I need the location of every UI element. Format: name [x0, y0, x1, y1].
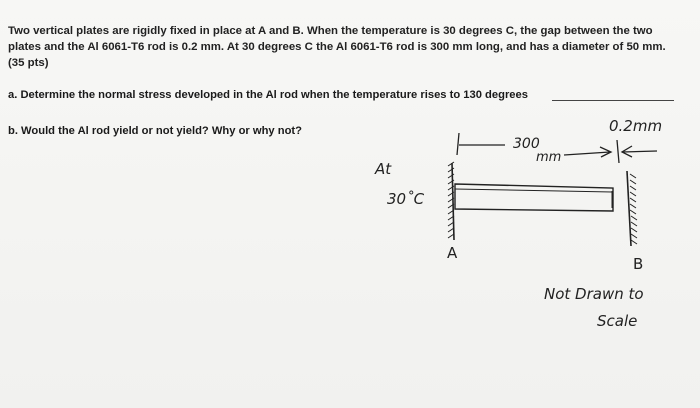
al-rod — [455, 184, 613, 211]
scale-note-line-1: Not Drawn to — [544, 285, 644, 303]
length-unit: mm — [536, 150, 562, 165]
problem-points: (35 pts) — [8, 57, 49, 69]
question-b: b. Would the Al rod yield or not yield? Why or why not? — [8, 125, 302, 137]
label-b: B — [633, 255, 644, 273]
problem-line-1: Two vertical plates are rigidly fixed in place at A and B. When the temperature is 30 degrees C, the gap between the two — [8, 25, 653, 37]
label-a: A — [447, 244, 458, 262]
problem-line-2: plates and the Al 6061-T6 rod is 0.2 mm. At 30 degrees C the Al 6061-T6 rod is 300 mm long, and has a diameter of 50 mm. — [8, 41, 666, 53]
length-dim-left-tick — [457, 133, 459, 155]
gap-tick — [617, 140, 619, 163]
temp-value: 30˚C — [387, 190, 425, 208]
gap-arrow-right-line — [622, 151, 657, 152]
plate-a — [448, 162, 454, 240]
plate-b — [627, 171, 637, 246]
scale-note-line-2: Scale — [597, 312, 638, 330]
gap-label: 0.2mm — [609, 117, 663, 135]
temp-prefix: At — [375, 160, 392, 178]
length-value: 300 — [513, 136, 540, 152]
gap-arrow-left-line — [564, 152, 610, 155]
question-a: a. Determine the normal stress developed in the Al rod when the temperature rises to 130 degrees — [8, 89, 528, 101]
